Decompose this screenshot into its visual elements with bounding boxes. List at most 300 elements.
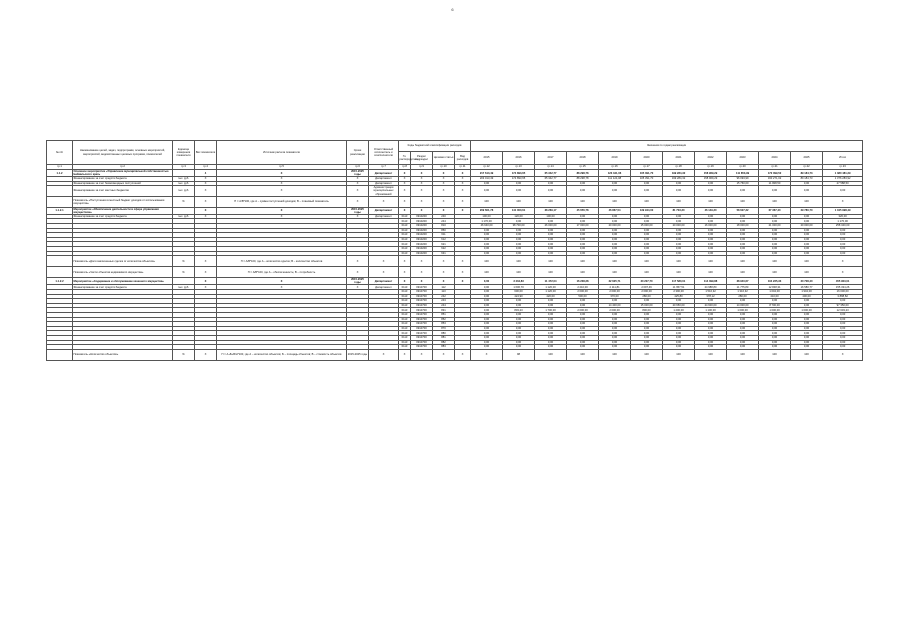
row-name: Показатель «Доля заключенных сделок от количества объектов» bbox=[73, 256, 173, 267]
row-code-section: 0113 bbox=[399, 242, 411, 247]
row-year-value: 0,00 bbox=[727, 186, 759, 196]
row-total: 0,00 bbox=[823, 186, 863, 196]
row-year-value: 0,00 bbox=[567, 322, 599, 327]
row-code-section: 0113 bbox=[399, 317, 411, 322]
row-year-value: 0,00 bbox=[503, 247, 535, 252]
row-year-value: 199 284,32 bbox=[663, 177, 695, 182]
row-year-value: 100 bbox=[727, 267, 759, 278]
row-total: 0,00 bbox=[823, 340, 863, 345]
row-year-value: 0,00 bbox=[663, 242, 695, 247]
row-weight: 4 bbox=[195, 170, 217, 177]
row-year-value: 280,00 bbox=[631, 294, 663, 299]
row-year-value: 0,00 bbox=[791, 331, 823, 336]
row-year-value: 100 bbox=[759, 349, 791, 360]
row-code-section: Х bbox=[399, 267, 411, 278]
row-code-section: Х bbox=[399, 181, 411, 186]
row-weight: Х bbox=[195, 214, 217, 219]
row-year-value: 0,00 bbox=[471, 251, 503, 256]
row-total: 0,00 bbox=[823, 331, 863, 336]
row-year-value: 81 703,30 bbox=[663, 207, 695, 214]
row-year-value: 0,00 bbox=[759, 326, 791, 331]
row-code-section: 0113 bbox=[399, 289, 411, 294]
row-weight: Х bbox=[195, 177, 217, 182]
row-year-value: 139 944,00 bbox=[631, 207, 663, 214]
row-year-value: 20 000,00 bbox=[663, 224, 695, 229]
row-year-value: 1 120,00 bbox=[535, 289, 567, 294]
row-year-value: 114 399,88 bbox=[695, 278, 727, 285]
row-year-value: 0,00 bbox=[791, 237, 823, 242]
row-weight: Х bbox=[195, 207, 217, 214]
row-year-value: 65 342,77 bbox=[535, 177, 567, 182]
table-row bbox=[47, 278, 863, 285]
column-number: гр.10 bbox=[433, 165, 455, 170]
row-year-value: 0,00 bbox=[727, 237, 759, 242]
row-year-value: 0,00 bbox=[791, 303, 823, 308]
row-no bbox=[47, 186, 73, 196]
row-year-value: 1 000,00 bbox=[791, 308, 823, 313]
row-year-value: 0,00 bbox=[791, 335, 823, 340]
row-calc: Х bbox=[217, 214, 347, 219]
row-total: 155 334,26 bbox=[823, 285, 863, 290]
row-year-value: 0,00 bbox=[759, 331, 791, 336]
row-year-value: 0,00 bbox=[695, 237, 727, 242]
hdr-year: 2019 bbox=[599, 152, 631, 165]
row-code-section: Х bbox=[399, 349, 411, 360]
row-year-value: 0,00 bbox=[599, 331, 631, 336]
row-year-value: 100 bbox=[663, 349, 695, 360]
column-number: гр.6 bbox=[347, 165, 369, 170]
row-year-value: 123 341,06 bbox=[599, 170, 631, 177]
row-name: Финансирование за счет местных бюджетов bbox=[73, 186, 173, 196]
row-year-value: 100 bbox=[599, 349, 631, 360]
row-year-value: 0,00 bbox=[759, 233, 791, 238]
row-year-value: 16 580,77 bbox=[791, 285, 823, 290]
row-code-section: 0113 bbox=[399, 285, 411, 290]
row-year-value: 0,00 bbox=[471, 247, 503, 252]
row-year-value: 16 238,28 bbox=[567, 278, 599, 285]
table-body bbox=[47, 170, 863, 361]
row-code-target: 0910700 bbox=[411, 312, 433, 317]
row-year-value: 2 000,00 bbox=[567, 289, 599, 294]
row-year-value: 88 298,78 bbox=[567, 170, 599, 177]
row-year-value: 100 bbox=[759, 256, 791, 267]
row-year-value: 29 780,70 bbox=[791, 207, 823, 214]
row-year-value: 217 613,49 bbox=[471, 170, 503, 177]
row-unit: тыс. руб. bbox=[173, 285, 195, 290]
row-year-value: 0,00 bbox=[503, 299, 535, 304]
row-year-value: 11 657,51 bbox=[663, 285, 695, 290]
column-number: гр.22 bbox=[791, 165, 823, 170]
row-year-value: 0,00 bbox=[695, 181, 727, 186]
row-unit: % bbox=[173, 267, 195, 278]
row-year-value: 100 bbox=[727, 349, 759, 360]
row-year-value: 0,00 bbox=[695, 345, 727, 350]
row-unit: тыс. руб. bbox=[173, 181, 195, 186]
row-year-value: 0,00 bbox=[567, 299, 599, 304]
row-executor: Департамент bbox=[369, 177, 399, 182]
column-number: гр.12 bbox=[471, 165, 503, 170]
row-year-value: 0,00 bbox=[535, 331, 567, 336]
row-period: 2015-2025 годы bbox=[347, 170, 369, 177]
row-year-value: 0,00 bbox=[631, 247, 663, 252]
row-year-value: 100 bbox=[695, 256, 727, 267]
row-year-value: 0,00 bbox=[759, 219, 791, 224]
row-code-section: 0113 bbox=[399, 233, 411, 238]
row-year-value: 11 828,50 bbox=[759, 181, 791, 186]
row-year-value: 0,00 bbox=[567, 233, 599, 238]
row-year-value: 0,00 bbox=[567, 303, 599, 308]
row-year-value: 0,00 bbox=[471, 317, 503, 322]
row-year-value: 0,00 bbox=[567, 242, 599, 247]
row-year-value: 58 627,32 bbox=[727, 207, 759, 214]
row-code-vr: 113 bbox=[433, 289, 455, 294]
row-year-value: 0,00 bbox=[727, 242, 759, 247]
row-year-value: 0,00 bbox=[503, 345, 535, 350]
row-total: 27 588,50 bbox=[823, 181, 863, 186]
row-year-value: 0,00 bbox=[727, 312, 759, 317]
row-year-value: 0,00 bbox=[759, 335, 791, 340]
row-year-value: 0,00 bbox=[663, 247, 695, 252]
row-code-target: Х bbox=[411, 349, 433, 360]
row-year-value: 0,00 bbox=[759, 299, 791, 304]
column-number: гр.16 bbox=[599, 165, 631, 170]
row-code-target: Х bbox=[411, 278, 433, 285]
row-name: Мероприятие «Содержание и обслуживание казенного имущества» bbox=[73, 278, 173, 285]
hdr-total: Итого bbox=[823, 152, 863, 165]
row-year-value: 0,00 bbox=[727, 317, 759, 322]
row-year-value: 0,00 bbox=[599, 214, 631, 219]
row-year-value: 0,00 bbox=[567, 317, 599, 322]
column-number: гр.15 bbox=[567, 165, 599, 170]
row-code-target: 0910200 bbox=[411, 247, 433, 252]
row-year-value: 0,00 bbox=[791, 186, 823, 196]
header-row bbox=[47, 141, 863, 152]
row-year-value: 0,00 bbox=[727, 345, 759, 350]
row-year-value: 0,00 bbox=[663, 233, 695, 238]
row-year-value: 100 bbox=[631, 196, 663, 207]
row-year-value: 0,00 bbox=[599, 251, 631, 256]
row-year-value: 111 853,99 bbox=[727, 170, 759, 177]
row-year-value: 100 bbox=[695, 267, 727, 278]
row-year-value: 0,00 bbox=[727, 299, 759, 304]
row-year-value: 0,00 bbox=[759, 242, 791, 247]
row-code-target: 0910700 bbox=[411, 303, 433, 308]
row-year-value: 0,00 bbox=[471, 326, 503, 331]
row-year-value: 0,00 bbox=[471, 345, 503, 350]
row-year-value: Х bbox=[471, 349, 503, 360]
row-year-value: 160 271,02 bbox=[759, 177, 791, 182]
row-year-value: 0,00 bbox=[503, 233, 535, 238]
row-code-target: 0910200 bbox=[411, 233, 433, 238]
row-executor: Х bbox=[369, 267, 399, 278]
row-year-value: 0,00 bbox=[567, 340, 599, 345]
row-year-value: 100,00 bbox=[535, 214, 567, 219]
row-code-section: 0113 bbox=[399, 247, 411, 252]
row-period: Х bbox=[347, 285, 369, 290]
row-year-value: 0,00 bbox=[727, 331, 759, 336]
row-year-value: 0,00 bbox=[599, 299, 631, 304]
row-year-value: 89 184,73 bbox=[791, 177, 823, 182]
row-code-target: Х bbox=[411, 186, 433, 196]
row-year-value: 0,00 bbox=[567, 237, 599, 242]
row-code-vr: Х bbox=[433, 349, 455, 360]
row-year-value: 12 848,31 bbox=[759, 285, 791, 290]
hdr-year: 2022 bbox=[695, 152, 727, 165]
row-code-extra: Х bbox=[455, 181, 471, 186]
row-year-value: 0,00 bbox=[631, 242, 663, 247]
row-unit: тыс. руб. bbox=[173, 177, 195, 182]
row-total: 0,00 bbox=[823, 326, 863, 331]
row-code-target: 0910200 bbox=[411, 219, 433, 224]
row-code-section: 0113 bbox=[399, 214, 411, 219]
row-year-value: 11 775,80 bbox=[727, 285, 759, 290]
row-code-extra: Х bbox=[455, 207, 471, 214]
row-calc: Х bbox=[217, 177, 347, 182]
row-total: 0,00 bbox=[823, 251, 863, 256]
row-year-value: 0,00 bbox=[631, 326, 663, 331]
row-year-value: 1 516,32 bbox=[695, 289, 727, 294]
row-name: Показатель «Поступления в местный бюджет доходов от использования имущества» bbox=[73, 196, 173, 207]
row-no: 1.1.2.1 bbox=[47, 207, 73, 214]
row-year-value: 100,00 bbox=[471, 214, 503, 219]
row-executor: Департамент bbox=[369, 170, 399, 177]
row-year-value: 174 893,65 bbox=[503, 177, 535, 182]
row-year-value: 280,00 bbox=[727, 294, 759, 299]
row-year-value: 0,00 bbox=[599, 247, 631, 252]
row-year-value: 0,00 bbox=[503, 237, 535, 242]
row-year-value: 100 bbox=[599, 267, 631, 278]
row-period: 2015-2025 годы bbox=[347, 207, 369, 214]
row-code-vr: 883 bbox=[433, 345, 455, 350]
row-year-value: 0,00 bbox=[695, 335, 727, 340]
row-executor: Департамент bbox=[369, 214, 399, 219]
row-year-value: 0,00 bbox=[503, 340, 535, 345]
row-year-value: 100 bbox=[535, 349, 567, 360]
hdr-year: 2016 bbox=[503, 152, 535, 165]
row-year-value: 0,00 bbox=[535, 317, 567, 322]
row-year-value: 0,00 bbox=[695, 214, 727, 219]
row-year-value: 88 298,78 bbox=[567, 177, 599, 182]
row-year-value: 378,12 bbox=[695, 294, 727, 299]
row-no bbox=[47, 196, 73, 207]
row-year-value: 0,00 bbox=[791, 181, 823, 186]
row-code-vr: 244 bbox=[433, 303, 455, 308]
row-year-value: 0,00 bbox=[535, 186, 567, 196]
row-total: 0,00 bbox=[823, 312, 863, 317]
hdr-target: Целевая статья bbox=[433, 152, 455, 165]
row-year-value: 0,00 bbox=[759, 317, 791, 322]
row-year-value: 1 200,00 bbox=[663, 308, 695, 313]
row-year-value: 0,00 bbox=[631, 312, 663, 317]
row-year-value: 0,00 bbox=[567, 335, 599, 340]
row-year-value: 46 867,54 bbox=[599, 207, 631, 214]
row-year-value: 111 124,08 bbox=[599, 177, 631, 182]
row-executor: Департамент bbox=[369, 285, 399, 290]
row-weight: Х bbox=[195, 267, 217, 278]
row-code-section: Х bbox=[399, 256, 411, 267]
row-name: Финансирование за счет средств бюджета bbox=[73, 177, 173, 182]
row-year-value: 424,90 bbox=[503, 294, 535, 299]
row-year-value: 0,00 bbox=[471, 181, 503, 186]
row-year-value: 0,00 bbox=[503, 242, 535, 247]
row-year-value: 17 000,00 bbox=[567, 224, 599, 229]
row-year-value: 105 391,70 bbox=[631, 170, 663, 177]
row-year-value: 0,00 bbox=[535, 345, 567, 350]
row-year-value: 15 000,00 bbox=[631, 224, 663, 229]
row-year-value: 20 207,70 bbox=[631, 278, 663, 285]
row-year-value: 1 100,00 bbox=[695, 308, 727, 313]
row-year-value: 0,00 bbox=[791, 242, 823, 247]
row-code-target: 0910700 bbox=[411, 285, 433, 290]
row-year-value: 0,00 bbox=[471, 294, 503, 299]
hdr-year: 2018 bbox=[567, 152, 599, 165]
column-number: гр.8 bbox=[399, 165, 411, 170]
row-year-value: 0,00 bbox=[535, 228, 567, 233]
row-code-vr: 853 bbox=[433, 322, 455, 327]
column-number: гр.7 bbox=[369, 165, 399, 170]
row-total: Х bbox=[823, 349, 863, 360]
row-unit: % bbox=[173, 196, 195, 207]
hdr-grbs: Гл. распорядитель bbox=[399, 152, 411, 165]
row-year-value: 0,00 bbox=[471, 312, 503, 317]
row-year-value: 45 656,78 bbox=[567, 207, 599, 214]
row-year-value: 0,00 bbox=[631, 299, 663, 304]
row-year-value: 38 700,00 bbox=[503, 224, 535, 229]
row-year-value: 209 601,78 bbox=[471, 207, 503, 214]
row-year-value: 203 013,49 bbox=[471, 177, 503, 182]
row-year-value: 0,00 bbox=[567, 247, 599, 252]
row-year-value: 0,00 bbox=[631, 233, 663, 238]
row-code-section: Х bbox=[399, 196, 411, 207]
row-name: Финансирование за счет средств бюджета bbox=[73, 214, 173, 219]
row-code-section: 0113 bbox=[399, 331, 411, 336]
row-year-value: 46 640,00 bbox=[471, 224, 503, 229]
column-number: гр.17 bbox=[631, 165, 663, 170]
row-year-value: 100 bbox=[791, 267, 823, 278]
row-year-value: 1 004,00 bbox=[759, 289, 791, 294]
row-year-value: 425,80 bbox=[663, 294, 695, 299]
row-code-target: 0910200 bbox=[411, 242, 433, 247]
row-year-value: 100 bbox=[695, 196, 727, 207]
row-period: Х bbox=[347, 177, 369, 182]
row-year-value: 158 969,29 bbox=[695, 177, 727, 182]
row-period: Х bbox=[347, 256, 369, 267]
row-year-value: 0,00 bbox=[599, 322, 631, 327]
row-year-value: 0,00 bbox=[791, 247, 823, 252]
row-year-value: 0,00 bbox=[567, 251, 599, 256]
row-calc: Х bbox=[217, 170, 347, 177]
row-year-value: 0,00 bbox=[631, 340, 663, 345]
row-period: 2015-2025 годы bbox=[347, 278, 369, 285]
row-year-value: 0,00 bbox=[631, 181, 663, 186]
row-year-value: 1 904,00 bbox=[791, 289, 823, 294]
row-year-value: 100 bbox=[759, 196, 791, 207]
row-code-section: Х bbox=[399, 207, 411, 214]
row-total: Х bbox=[823, 256, 863, 267]
row-code-target: Х bbox=[411, 196, 433, 207]
row-code-section: 0113 bbox=[399, 303, 411, 308]
row-year-value: 803,23 bbox=[503, 308, 535, 313]
row-year-value: 100 bbox=[727, 256, 759, 267]
row-year-value: 0,00 bbox=[791, 299, 823, 304]
row-year-value: 0,00 bbox=[791, 233, 823, 238]
row-code-section: 0113 bbox=[399, 322, 411, 327]
row-year-value: 100 bbox=[695, 349, 727, 360]
row-year-value: 0,00 bbox=[503, 228, 535, 233]
row-year-value: 15 000,00 bbox=[631, 303, 663, 308]
row-code-target: Х bbox=[411, 181, 433, 186]
row-year-value: 0,00 bbox=[599, 326, 631, 331]
row-year-value: 0,00 bbox=[663, 322, 695, 327]
row-code-target: Х bbox=[411, 256, 433, 267]
row-year-value: 24 988,80 bbox=[695, 285, 727, 290]
row-year-value: 0,00 bbox=[503, 326, 535, 331]
row-code-vr: Х bbox=[433, 170, 455, 177]
row-year-value: 0,00 bbox=[695, 186, 727, 196]
row-code-target: Х bbox=[411, 170, 433, 177]
row-year-value: 120,00 bbox=[503, 214, 535, 219]
row-code-section: Х bbox=[399, 170, 411, 177]
row-year-value: 174 893,65 bbox=[503, 170, 535, 177]
row-code-vr: 621 bbox=[433, 242, 455, 247]
row-code-target: 0910700 bbox=[411, 326, 433, 331]
row-code-extra: Х bbox=[455, 186, 471, 196]
row-year-value: 0,00 bbox=[695, 247, 727, 252]
row-code-vr: Х bbox=[433, 196, 455, 207]
row-year-value: 0,00 bbox=[663, 214, 695, 219]
hdr-year: 2024 bbox=[759, 152, 791, 165]
row-year-value: 420,00 bbox=[535, 294, 567, 299]
row-code-vr: 870 bbox=[433, 326, 455, 331]
table-row bbox=[47, 170, 863, 177]
row-year-value: 0,00 bbox=[631, 214, 663, 219]
row-year-value: 22 625,71 bbox=[599, 278, 631, 285]
row-code-extra: Х bbox=[455, 267, 471, 278]
row-year-value: 0,00 bbox=[535, 312, 567, 317]
row-year-value: 0,00 bbox=[759, 251, 791, 256]
row-year-value: 0,00 bbox=[759, 312, 791, 317]
row-year-value: 0,00 bbox=[663, 331, 695, 336]
row-year-value: 0,00 bbox=[471, 289, 503, 294]
row-year-value: 0,00 bbox=[535, 322, 567, 327]
row-year-value: 0,00 bbox=[599, 186, 631, 196]
row-year-value: 500,00 bbox=[567, 294, 599, 299]
row-year-value: 0,00 bbox=[631, 228, 663, 233]
hdr-year: 2015 bbox=[471, 152, 503, 165]
row-name: Финансирование за счет безвозмездных поступлений bbox=[73, 181, 173, 186]
column-number: гр.23 bbox=[823, 165, 863, 170]
row-year-value: 0,00 bbox=[503, 219, 535, 224]
row-executor: Департамент bbox=[369, 278, 399, 285]
row-code-target: 0910200 bbox=[411, 228, 433, 233]
row-year-value: 0,00 bbox=[535, 219, 567, 224]
row-year-value: 0,00 bbox=[695, 233, 727, 238]
row-year-value: 105 391,70 bbox=[631, 177, 663, 182]
row-year-value: 100 bbox=[631, 256, 663, 267]
row-code-extra: Х bbox=[455, 170, 471, 177]
row-unit: тыс. руб. bbox=[173, 214, 195, 219]
row-total: 0,00 bbox=[823, 345, 863, 350]
row-year-value: 1 170,00 bbox=[471, 219, 503, 224]
row-year-value: 0,00 bbox=[759, 322, 791, 327]
row-year-value: 0,00 bbox=[535, 299, 567, 304]
row-code-section: 0113 bbox=[399, 335, 411, 340]
row-year-value: 100 bbox=[503, 196, 535, 207]
row-year-value: 0,00 bbox=[695, 299, 727, 304]
row-year-value: 0,00 bbox=[567, 326, 599, 331]
row-year-value: 0,00 bbox=[791, 326, 823, 331]
row-year-value: 0,00 bbox=[503, 251, 535, 256]
